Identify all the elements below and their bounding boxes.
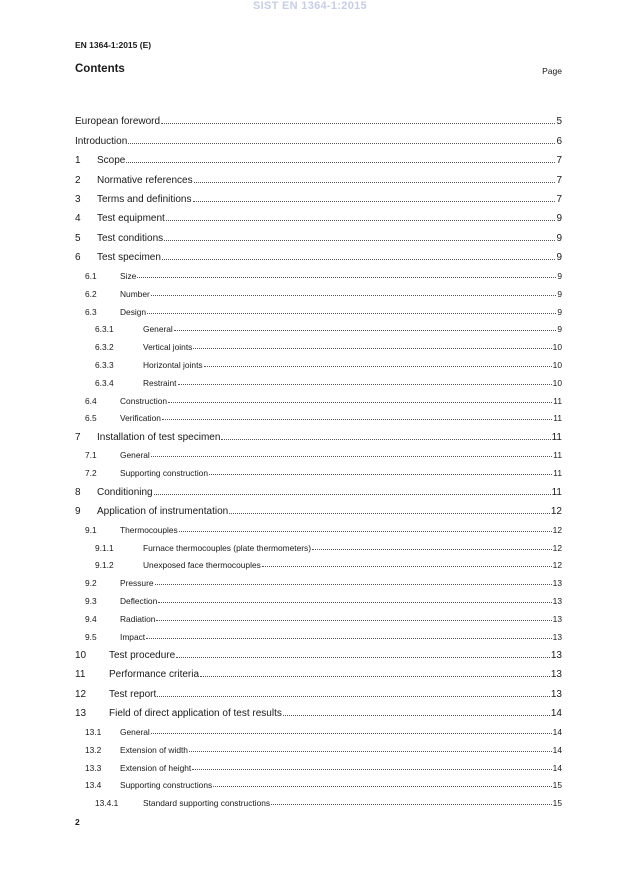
toc-entry[interactable]	[75, 588, 562, 606]
toc-entry-number: 9.1.1	[95, 542, 114, 553]
toc-entry-number: 13.4.1	[95, 798, 119, 809]
dot-leader	[200, 676, 550, 677]
dot-leader	[128, 143, 555, 144]
toc-entry-number: 6.2	[85, 288, 97, 299]
toc-entry-label: Horizontal joints	[143, 359, 203, 370]
toc-entry-label: Application of instrumentation	[97, 506, 229, 518]
page-title: Contents	[75, 63, 125, 75]
toc-entry[interactable]	[75, 642, 562, 661]
toc-entry[interactable]	[75, 498, 562, 517]
toc-entry-number: 6.3	[85, 306, 97, 317]
dot-leader	[146, 638, 552, 639]
toc-entry-label: Test equipment	[97, 213, 165, 225]
toc-entry-page: 11	[553, 395, 562, 406]
toc-entry-label: Design	[120, 306, 147, 317]
toc-entry-page: 11	[553, 468, 562, 479]
toc-entry-page: 7	[556, 174, 562, 186]
toc-entry[interactable]	[75, 624, 562, 642]
toc-entry-page: 15	[552, 798, 562, 809]
toc-entry-page: 13	[550, 669, 562, 681]
dot-leader	[312, 549, 552, 550]
toc-entry-number: 6.4	[85, 395, 97, 406]
toc-entry-number: 6.3.1	[95, 324, 114, 335]
toc-entry-number: 13.4	[85, 780, 102, 791]
dot-leader	[209, 474, 552, 475]
toc-entry-label: Conditioning	[97, 486, 153, 498]
toc-entry[interactable]	[75, 166, 562, 185]
toc-entry[interactable]	[75, 406, 562, 424]
toc-entry-number: 5	[75, 232, 81, 244]
toc-entry[interactable]	[75, 370, 562, 388]
toc-entry-number: 6	[75, 252, 81, 264]
toc-entry[interactable]	[75, 661, 562, 680]
toc-entry-label: Furnace thermocouples (plate thermometers)	[143, 542, 312, 553]
toc-entry[interactable]	[75, 423, 562, 442]
toc-entry-label: Introduction	[75, 135, 128, 147]
toc-entry-label: Performance criteria	[109, 669, 200, 681]
toc-entry-page: 9	[556, 252, 562, 264]
toc-entry-number: 7.2	[85, 468, 97, 479]
toc-entry-page: 13	[552, 578, 562, 589]
toc-entry-page: 13	[552, 596, 562, 607]
toc-entry-number: 3	[75, 193, 81, 205]
toc-entry-page: 10	[552, 359, 562, 370]
toc-entry-number: 9.2	[85, 578, 97, 589]
toc-entry-page: 11	[551, 431, 562, 443]
toc-entry-label: Installation of test specimen	[97, 431, 221, 443]
toc-entry-number: 9.1	[85, 524, 97, 535]
toc-entry-label: Normative references	[97, 174, 193, 186]
toc-entry-page: 6	[556, 135, 562, 147]
toc-entry-number: 9.5	[85, 631, 97, 642]
toc-entry-page: 13	[552, 631, 562, 642]
page-column-label: Page	[542, 66, 562, 76]
toc-entry-number: 8	[75, 486, 81, 498]
dot-leader	[193, 348, 551, 349]
toc-entry-page: 5	[556, 116, 562, 128]
toc-entry-page: 12	[550, 506, 562, 518]
dot-leader	[166, 220, 556, 221]
toc-entry-label: Thermocouples	[120, 524, 178, 535]
toc-entry-label: Pressure	[120, 578, 154, 589]
toc-entry-label: Size	[120, 270, 137, 281]
toc-entry-number: 6.3.2	[95, 342, 114, 353]
dot-leader	[204, 366, 552, 367]
toc-entry[interactable]	[75, 755, 562, 773]
toc-entry-number: 13.3	[85, 762, 102, 773]
dot-leader	[283, 715, 550, 716]
toc-entry[interactable]	[75, 334, 562, 352]
toc-entry-label: Verification	[120, 413, 161, 424]
toc-entry-number: 9	[75, 506, 81, 518]
dot-leader	[178, 384, 552, 385]
toc-entry[interactable]	[75, 570, 562, 588]
dot-leader	[126, 162, 555, 163]
dot-leader	[194, 182, 556, 183]
toc-entry-number: 13.2	[85, 744, 102, 755]
toc-entry-page: 12	[552, 524, 562, 535]
toc-entry-page: 9	[557, 270, 562, 281]
toc-entry-page: 9	[556, 213, 562, 225]
toc-entry[interactable]	[75, 352, 562, 370]
toc-entry[interactable]	[75, 606, 562, 624]
toc-entry[interactable]	[75, 443, 562, 461]
dot-leader	[162, 259, 556, 260]
toc-entry-number: 9.1.2	[95, 560, 114, 571]
toc-entry-page: 9	[556, 232, 562, 244]
toc-entry[interactable]	[75, 680, 562, 699]
toc-entry-number: 6.5	[85, 413, 97, 424]
dot-leader	[164, 240, 555, 241]
toc-entry-page: 14	[552, 744, 562, 755]
dot-leader	[262, 566, 552, 567]
toc-entry-label: Test procedure	[109, 650, 176, 662]
dot-leader	[176, 657, 550, 658]
toc-entry-label: Unexposed face thermocouples	[143, 560, 261, 571]
dot-leader	[158, 602, 551, 603]
toc-entry-label: Extension of height	[120, 762, 192, 773]
toc-entry-page: 14	[552, 727, 562, 737]
toc-entry-page: 7	[556, 155, 562, 167]
toc-entry-label: Extension of width	[120, 744, 188, 755]
toc-entry-page: 11	[553, 450, 562, 461]
toc-entry[interactable]	[75, 790, 562, 808]
toc-entry[interactable]	[75, 224, 562, 243]
toc-entry-number: 12	[75, 688, 87, 700]
toc-entry-number: 1	[75, 155, 81, 167]
toc-entry-label: Radiation	[120, 613, 156, 624]
toc-entry-page: 12	[552, 560, 562, 571]
dot-leader	[151, 733, 552, 734]
toc-entry-page: 11	[553, 413, 562, 424]
toc-entry-number: 6.3.4	[95, 377, 114, 388]
dot-leader	[168, 402, 552, 403]
toc-entry-label: Number	[120, 288, 150, 299]
toc-entry-label: General	[120, 727, 150, 737]
dot-leader	[213, 786, 551, 787]
dot-leader	[193, 201, 556, 202]
toc-entry-number: 6.1	[85, 270, 97, 281]
toc-entry-label: Test conditions	[97, 232, 164, 244]
dot-leader	[147, 313, 556, 314]
dot-leader	[271, 804, 552, 805]
toc-entry[interactable]	[75, 553, 562, 571]
toc-entry-page: 9	[557, 306, 562, 317]
dot-leader	[221, 439, 550, 440]
toc-entry-number: 7.1	[85, 450, 97, 461]
toc-entry-number: 9.3	[85, 596, 97, 607]
dot-leader	[157, 696, 550, 697]
dot-leader	[151, 295, 557, 296]
toc-entry-page: 13	[552, 613, 562, 624]
toc-entry-number: 6.3.3	[95, 359, 114, 370]
toc-entry-label: Deflection	[120, 596, 158, 607]
toc-entry-label: Supporting constructions	[120, 780, 213, 791]
toc-entry[interactable]	[75, 299, 562, 317]
toc-entry-page: 10	[552, 377, 562, 388]
toc-entry[interactable]	[75, 535, 562, 553]
toc-entry-label: Test report	[109, 688, 157, 700]
toc-entry-page: 12	[552, 542, 562, 553]
dot-leader	[137, 277, 556, 278]
dot-leader	[162, 419, 552, 420]
dot-leader	[179, 531, 552, 532]
toc-entry[interactable]	[75, 517, 562, 535]
toc-entry[interactable]	[75, 147, 562, 166]
toc-entry[interactable]	[75, 773, 562, 791]
toc-entry[interactable]	[75, 127, 562, 146]
dot-leader	[155, 584, 552, 585]
toc-entry-label: Test specimen	[97, 252, 161, 264]
toc-entry[interactable]	[75, 737, 562, 755]
toc-entry-number: 7	[75, 431, 81, 443]
toc-entry-page: 9	[557, 324, 562, 335]
dot-leader	[154, 494, 551, 495]
toc-entry-label: General	[143, 324, 173, 335]
toc-entry-number: 9.4	[85, 613, 97, 624]
toc-entry-label: Vertical joints	[143, 342, 193, 353]
dot-leader	[151, 456, 553, 457]
toc-entry-number: 4	[75, 213, 81, 225]
dot-leader	[156, 620, 551, 621]
dot-leader	[174, 330, 557, 331]
toc-entry[interactable]	[75, 460, 562, 478]
watermark: SIST EN 1364-1:2015	[253, 0, 367, 12]
page-number: 2	[75, 817, 80, 827]
toc-entry-label: Impact	[120, 631, 146, 642]
toc-entry[interactable]	[75, 388, 562, 406]
toc-entry[interactable]	[75, 478, 562, 497]
dot-leader	[192, 769, 551, 770]
toc-entry-label: Field of direct application of test results	[109, 708, 282, 720]
toc-entry[interactable]	[75, 244, 562, 263]
toc-entry-label: Restraint	[143, 377, 177, 388]
toc-entry-number: 13.1	[85, 727, 102, 737]
toc-entry-label: Scope	[97, 155, 126, 167]
toc-entry-number: 10	[75, 650, 87, 662]
toc-entry-page: 11	[551, 486, 562, 498]
toc-entry-label: Standard supporting constructions	[143, 798, 271, 809]
dot-leader	[189, 751, 552, 752]
toc-entry-page: 10	[552, 342, 562, 353]
toc-entry[interactable]	[75, 108, 562, 127]
toc-entry[interactable]	[75, 263, 562, 281]
toc-entry-label: Supporting construction	[120, 468, 208, 479]
toc-entry[interactable]	[75, 205, 562, 224]
toc-entry-number: 11	[75, 669, 86, 681]
toc-entry-page: 9	[557, 288, 562, 299]
standard-id: EN 1364-1:2015 (E)	[75, 40, 152, 50]
toc-entry-label: General	[120, 450, 150, 461]
toc-entry[interactable]	[75, 719, 562, 737]
toc-entry-number: 2	[75, 174, 81, 186]
toc-entry-number: 13	[75, 708, 87, 720]
toc-entry[interactable]	[75, 281, 562, 299]
dot-leader	[161, 123, 555, 124]
toc-entry-page: 13	[550, 688, 562, 700]
toc-entry[interactable]	[75, 317, 562, 335]
toc-entry-label: European foreword	[75, 116, 161, 128]
toc-entry-label: Construction	[120, 395, 168, 406]
toc-entry-page: 15	[552, 780, 562, 791]
dot-leader	[229, 513, 550, 514]
toc-entry-label: Terms and definitions	[97, 193, 192, 205]
table-of-contents	[75, 108, 562, 808]
toc-entry-page: 14	[552, 762, 562, 773]
toc-entry-page: 7	[556, 193, 562, 205]
toc-entry-page: 14	[550, 708, 562, 720]
toc-entry[interactable]	[75, 186, 562, 205]
toc-entry-page: 13	[550, 650, 562, 662]
toc-entry[interactable]	[75, 700, 562, 719]
